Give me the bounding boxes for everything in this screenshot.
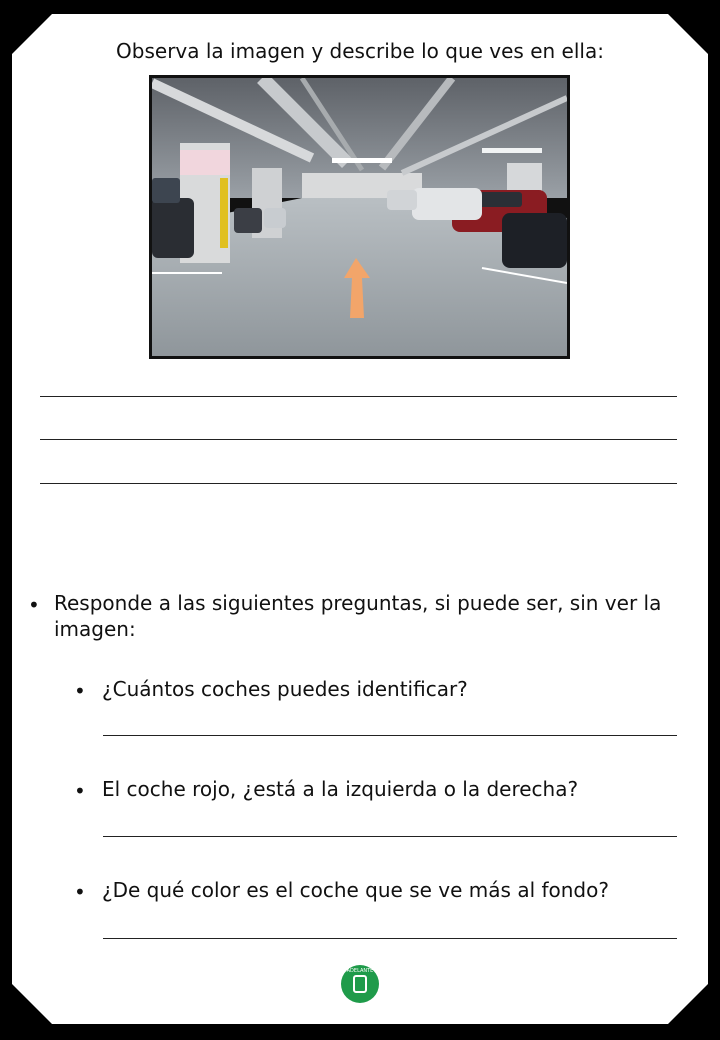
corner-bottom-left — [12, 984, 52, 1024]
question-bullet-icon: • — [74, 880, 86, 904]
question-bullet-icon: • — [74, 779, 86, 803]
question-2-text: El coche rojo, ¿está a la izquierda o la derecha? — [102, 777, 579, 801]
bullet-icon: • — [28, 593, 40, 617]
corner-bottom-right — [668, 984, 708, 1024]
parking-garage-photo — [149, 75, 570, 359]
question-3-text: ¿De qué color es el coche que se ve más al fondo? — [102, 878, 609, 902]
answer-line-2[interactable] — [103, 836, 677, 837]
logo-text: ADELANTE — [346, 968, 374, 974]
logo-icon — [341, 965, 379, 1003]
answer-line-3[interactable] — [103, 938, 677, 939]
worksheet-title: Observa la imagen y describe lo que ves en ella: — [116, 39, 604, 63]
parking-garage-illustration — [152, 78, 567, 356]
description-line-1[interactable] — [40, 396, 677, 397]
question-1-text: ¿Cuántos coches puedes identificar? — [102, 677, 468, 701]
description-line-3[interactable] — [40, 483, 677, 484]
logo-mark — [353, 975, 367, 993]
answer-line-1[interactable] — [103, 735, 677, 736]
question-bullet-icon: • — [74, 679, 86, 703]
instruction-text: Responde a las siguientes preguntas, si puede ser, sin ver la imagen: — [54, 591, 662, 641]
description-line-2[interactable] — [40, 439, 677, 440]
